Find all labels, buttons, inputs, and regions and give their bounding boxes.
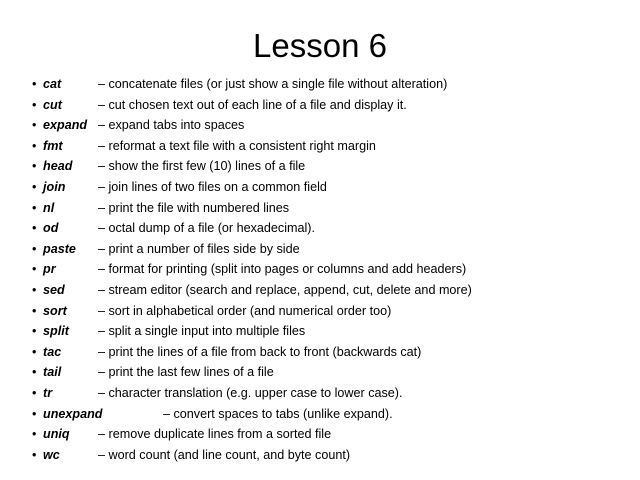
command-name: tail (43, 365, 62, 380)
command-name: tac (43, 344, 62, 359)
command-name: nl (43, 200, 55, 215)
command-name: unexpand (43, 406, 103, 421)
command-description: – join lines of two files on a common field (98, 179, 327, 194)
bullet: • (32, 385, 37, 400)
command-name: expand (43, 118, 88, 133)
bullet: • (32, 406, 37, 421)
bullet: • (32, 179, 37, 194)
command-description: – format for printing (split into pages or columns and add headers) (98, 262, 467, 277)
command-name: cat (43, 77, 62, 91)
command-description: – character translation (e.g. upper case to lower case). (98, 385, 403, 400)
command-description: – print the lines of a file from back to front (backwards cat) (98, 344, 422, 359)
command-description: – show the first few (10) lines of a file (98, 159, 306, 174)
command-description: – concatenate files (or just show a single file without alteration) (98, 77, 448, 91)
command-description: – sort in alphabetical order (and numerical order too) (98, 303, 392, 318)
command-description: – print the last few lines of a file (98, 365, 274, 380)
bullet: • (32, 344, 37, 359)
command-description: – octal dump of a file (or hexadecimal). (98, 221, 315, 236)
bullet: • (32, 138, 37, 153)
command-description: – print a number of files side by side (98, 241, 300, 256)
bullet: • (32, 303, 37, 318)
command-description: – remove duplicate lines from a sorted file (98, 427, 332, 442)
command-name: wc (43, 447, 60, 462)
command-description: – expand tabs into spaces (98, 118, 245, 133)
bullet: • (32, 200, 37, 215)
command-name: head (43, 159, 73, 174)
command-description: – split a single input into multiple files (98, 324, 306, 339)
bullet: • (32, 365, 37, 380)
command-name: tr (43, 385, 53, 400)
command-name: cut (43, 97, 62, 112)
command-name: sort (43, 303, 67, 318)
bullet: • (32, 447, 37, 462)
command-name: fmt (43, 138, 63, 153)
command-name: sed (43, 282, 65, 297)
command-name: split (43, 324, 69, 339)
bullet: • (32, 282, 37, 297)
command-name: pr (43, 262, 56, 277)
bullet: • (32, 262, 37, 277)
bullet: • (32, 77, 37, 91)
command-description: – word count (and line count, and byte count) (98, 447, 351, 462)
command-description: – stream editor (search and replace, append, cut, delete and more) (98, 282, 472, 297)
bullet: • (32, 118, 37, 133)
command-description: – reformat a text file with a consistent right margin (98, 138, 376, 153)
command-name: join (43, 179, 66, 194)
command-name: od (43, 221, 59, 236)
slide-title: Lesson 6 (253, 27, 387, 64)
bullet: • (32, 427, 37, 442)
bullet: • (32, 221, 37, 236)
bullet: • (32, 159, 37, 174)
bullet: • (32, 97, 37, 112)
command-description: – convert spaces to tabs (unlike expand). (163, 406, 393, 421)
bullet: • (32, 324, 37, 339)
command-name: paste (43, 241, 76, 256)
command-description: – print the file with numbered lines (98, 200, 290, 215)
command-description: – cut chosen text out of each line of a file and display it. (98, 97, 407, 112)
bullet: • (32, 241, 37, 256)
command-name: uniq (43, 427, 70, 442)
